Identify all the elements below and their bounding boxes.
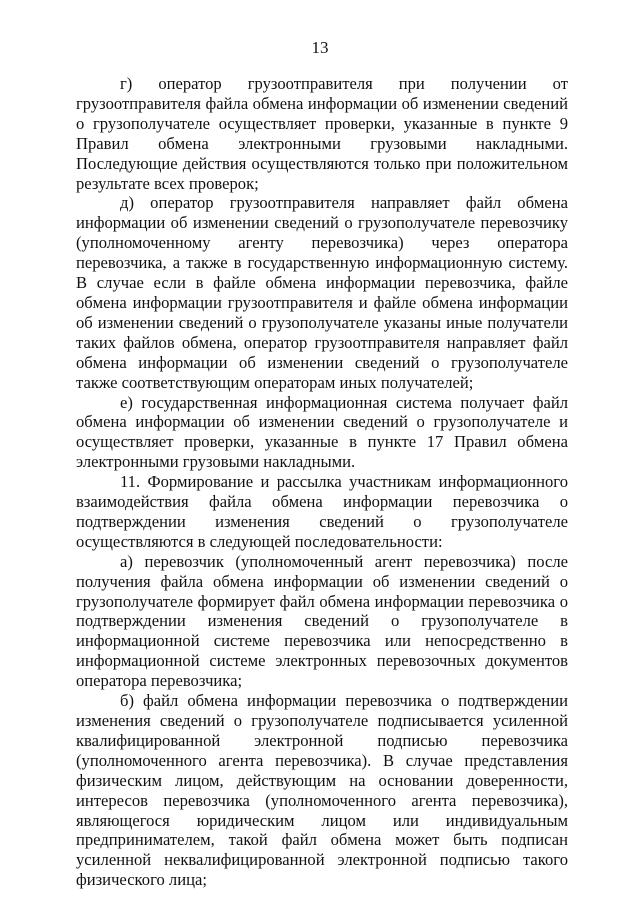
paragraph-a: а) перевозчик (уполномоченный агент перевозчика) после получения файла обмена информации об изменении сведений о грузополучателе формирует файл обмена информации перевозчика о подтверждении изменения сведений о грузополучателе в информационной системе перевозчика или непосредственно в информационной системе электронных перевозочных документов оператора перевозчика; (76, 551, 568, 691)
paragraph-e: е) государственная информационная система получает файл обмена информации об изменении сведений о грузополучателе и осуществляет проверки, указанные в пункте 17 Правил обмена электронными грузовыми накладными. (76, 392, 568, 472)
page-number: 13 (311, 38, 329, 57)
document-body (76, 74, 568, 890)
paragraph-d: д) оператор грузоотправителя направляет файл обмена информации об изменении сведений о грузополучателе перевозчику (уполномоченному агенту перевозчика) через оператора перевозчика, а также в государственную информационную систему. В случае если в файле обмена информации перевозчика, файле обмена информации грузоотправителя и файле обмена информации об изменении сведений о грузополучателе указаны иные получатели таких файлов обмена, оператор грузоотправителя направляет файл обмена информации об изменении сведений о грузополучателе также соответствующим операторам иных получателей; (76, 193, 568, 392)
paragraph-b: б) файл обмена информации перевозчика о подтверждении изменения сведений о грузополучателе подписывается усиленной квалифицированной электронной подписью перевозчика (уполномоченного агента перевозчика). В случае представления физическим лицом, действующим на основании доверенности, интересов перевозчика (уполномоченного агента перевозчика), являющегося юридическим лицом или индивидуальным предпринимателем, такой файл обмена может быть подписан усиленной неквалифицированной электронной подписью такого физического лица; (76, 691, 568, 890)
paragraph-g: г) оператор грузоотправителя при получении от грузоотправителя файла обмена информации об изменении сведений о грузополучателе осуществляет проверки, указанные в пункте 9 Правил обмена электронными грузовыми накладными. Последующие действия осуществляются только при положительном результате всех проверок; (76, 74, 568, 193)
paragraph-item-11: 11. Формирование и рассылка участникам информационного взаимодействия файла обмена информации перевозчика о подтверждении изменения сведений о грузополучателе осуществляются в следующей последовательности: (76, 472, 568, 551)
